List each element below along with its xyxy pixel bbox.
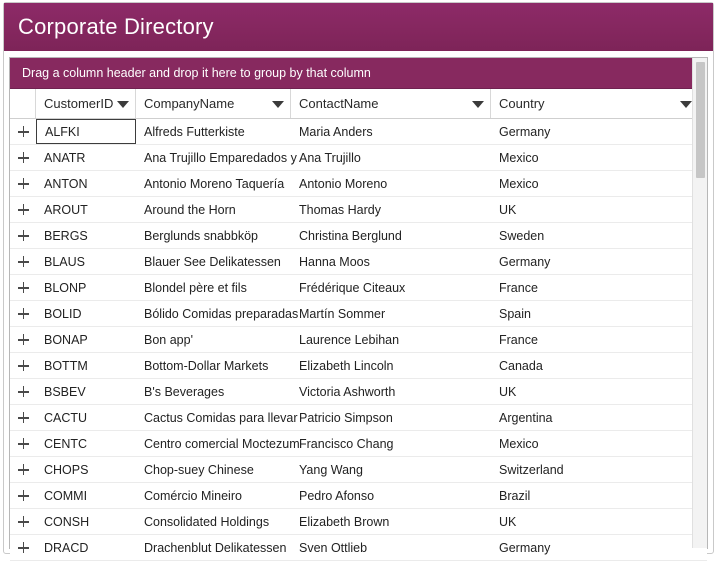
cell-companyname[interactable]: Bottom-Dollar Markets — [144, 358, 269, 373]
table-row[interactable] — [10, 509, 707, 535]
plus-icon — [18, 256, 29, 267]
table-row[interactable] — [10, 457, 707, 483]
cell-companyname[interactable]: Centro comercial Moctezum — [144, 436, 300, 451]
cell-companyname[interactable]: Ana Trujillo Emparedados y — [144, 150, 297, 165]
plus-icon — [18, 386, 29, 397]
row-expand-button[interactable] — [10, 301, 36, 326]
filter-icon[interactable] — [472, 98, 484, 110]
cell-contactname[interactable]: Antonio Moreno — [299, 176, 388, 191]
title-bar — [4, 3, 713, 51]
plus-icon — [18, 334, 29, 345]
group-by-panel[interactable] — [10, 58, 707, 89]
cell-customerid[interactable]: AROUT — [44, 202, 88, 217]
table-row[interactable] — [10, 405, 707, 431]
cell-contactname[interactable]: Victoria Ashworth — [299, 384, 396, 399]
cell-customerid[interactable]: CENTC — [44, 436, 88, 451]
cell-customerid[interactable]: ALFKI — [36, 119, 136, 144]
column-header-companyname-label: CompanyName — [144, 96, 235, 111]
row-expand-button[interactable] — [10, 249, 36, 274]
table-row[interactable] — [10, 249, 707, 275]
cell-contactname[interactable]: Thomas Hardy — [299, 202, 381, 217]
cell-companyname[interactable]: Berglunds snabbköp — [144, 228, 258, 243]
cell-country[interactable]: UK — [499, 384, 517, 399]
table-row[interactable] — [10, 379, 707, 405]
cell-companyname[interactable]: Around the Horn — [144, 202, 236, 217]
cell-customerid[interactable]: CACTU — [44, 410, 88, 425]
column-header-customerid-label: CustomerID — [44, 96, 114, 111]
table-row[interactable] — [10, 431, 707, 457]
row-expand-button[interactable] — [10, 483, 36, 508]
cell-country[interactable]: Sweden — [499, 228, 545, 243]
cell-country[interactable]: UK — [499, 514, 517, 529]
cell-country[interactable]: France — [499, 280, 538, 295]
cell-customerid[interactable]: CHOPS — [44, 462, 89, 477]
cell-customerid[interactable]: BLAUS — [44, 254, 85, 269]
cell-companyname[interactable]: Alfreds Futterkiste — [144, 124, 245, 139]
plus-icon — [18, 360, 29, 371]
cell-companyname[interactable]: Comércio Mineiro — [144, 488, 242, 503]
grid-rows-area — [10, 119, 707, 555]
cell-contactname[interactable]: Ana Trujillo — [299, 150, 361, 165]
cell-country[interactable]: Argentina — [499, 410, 553, 425]
cell-contactname[interactable]: Christina Berglund — [299, 228, 402, 243]
plus-icon — [18, 542, 29, 553]
filter-icon[interactable] — [117, 98, 129, 110]
plus-icon — [18, 412, 29, 423]
grid-header-row — [10, 89, 707, 119]
table-row[interactable] — [10, 145, 707, 171]
cell-country[interactable]: Canada — [499, 358, 543, 373]
cell-customerid[interactable]: CONSH — [44, 514, 90, 529]
cell-contactname[interactable]: Elizabeth Brown — [299, 514, 390, 529]
cell-contactname[interactable]: Frédérique Citeaux — [299, 280, 406, 295]
table-row[interactable] — [10, 197, 707, 223]
row-expand-button[interactable] — [10, 327, 36, 352]
row-expand-button[interactable] — [10, 275, 36, 300]
row-expand-button[interactable] — [10, 145, 36, 170]
cell-contactname[interactable]: Maria Anders — [299, 124, 373, 139]
cell-country[interactable]: Mexico — [499, 176, 539, 191]
plus-icon — [18, 178, 29, 189]
cell-country[interactable]: Mexico — [499, 150, 539, 165]
plus-icon — [18, 152, 29, 163]
cell-companyname[interactable]: Chop-suey Chinese — [144, 462, 254, 477]
cell-country[interactable]: Brazil — [499, 488, 531, 503]
cell-companyname[interactable]: Drachenblut Delikatessen — [144, 540, 287, 555]
cell-companyname[interactable]: Antonio Moreno Taquería — [144, 176, 285, 191]
cell-contactname[interactable]: Pedro Afonso — [299, 488, 375, 503]
group-by-hint-text: Drag a column header and drop it here to group by that column — [22, 66, 371, 80]
cell-customerid[interactable]: BERGS — [44, 228, 88, 243]
cell-customerid[interactable]: BONAP — [44, 332, 88, 347]
cell-customerid[interactable]: ANTON — [44, 176, 88, 191]
row-expand-button[interactable] — [10, 509, 36, 534]
plus-icon — [18, 126, 29, 137]
table-row[interactable] — [10, 353, 707, 379]
row-expand-button[interactable] — [10, 171, 36, 196]
row-expand-button[interactable] — [10, 431, 36, 456]
row-expand-button[interactable] — [10, 223, 36, 248]
cell-customerid[interactable]: BOTTM — [44, 358, 88, 373]
row-expand-button[interactable] — [10, 119, 36, 144]
table-row[interactable] — [10, 119, 707, 145]
plus-icon — [18, 464, 29, 475]
cell-customerid[interactable]: ANATR — [44, 150, 86, 165]
table-row[interactable] — [10, 301, 707, 327]
cell-country[interactable]: Spain — [499, 306, 531, 321]
cell-contactname[interactable]: Yang Wang — [299, 462, 363, 477]
cell-contactname[interactable]: Hanna Moos — [299, 254, 370, 269]
column-header-customerid[interactable] — [36, 89, 136, 118]
column-header-country-label: Country — [499, 96, 545, 111]
cell-contactname[interactable]: Sven Ottlieb — [299, 540, 368, 555]
row-expand-button[interactable] — [10, 353, 36, 378]
cell-companyname[interactable]: Consolidated Holdings — [144, 514, 270, 529]
cell-companyname[interactable]: Cactus Comidas para llevar — [144, 410, 298, 425]
page-title: Corporate Directory — [18, 14, 214, 39]
cell-contactname[interactable]: Patricio Simpson — [299, 410, 393, 425]
cell-country[interactable]: UK — [499, 202, 517, 217]
row-expand-button[interactable] — [10, 379, 36, 404]
table-row[interactable] — [10, 223, 707, 249]
cell-companyname[interactable]: Bólido Comidas preparadas — [144, 306, 299, 321]
column-header-contactname[interactable] — [291, 89, 491, 118]
cell-companyname[interactable]: Blondel père et fils — [144, 280, 247, 295]
plus-icon — [18, 204, 29, 215]
cell-customerid[interactable]: BSBEV — [44, 384, 86, 399]
data-grid — [9, 57, 708, 555]
row-expand-button[interactable] — [10, 535, 36, 560]
column-header-expand — [10, 89, 36, 118]
table-row[interactable] — [10, 275, 707, 301]
column-header-contactname-label: ContactName — [299, 96, 379, 111]
cell-contactname[interactable]: Laurence Lebihan — [299, 332, 400, 347]
cell-customerid[interactable]: BOLID — [44, 306, 82, 321]
cell-country[interactable]: Mexico — [499, 436, 539, 451]
cell-customerid[interactable]: BLONP — [44, 280, 87, 295]
cell-companyname[interactable]: B's Beverages — [144, 384, 225, 399]
plus-icon — [18, 282, 29, 293]
cell-companyname[interactable]: Blauer See Delikatessen — [144, 254, 281, 269]
cell-contactname[interactable]: Martín Sommer — [299, 306, 386, 321]
table-row[interactable] — [10, 483, 707, 509]
cell-country[interactable]: France — [499, 332, 538, 347]
column-header-companyname[interactable] — [136, 89, 291, 118]
table-row[interactable] — [10, 535, 707, 561]
application-window — [3, 2, 714, 554]
table-row[interactable] — [10, 171, 707, 197]
cell-companyname[interactable]: Bon app' — [144, 332, 193, 347]
row-expand-button[interactable] — [10, 457, 36, 482]
table-row[interactable] — [10, 327, 707, 353]
plus-icon — [18, 308, 29, 319]
row-expand-button[interactable] — [10, 405, 36, 430]
plus-icon — [18, 516, 29, 527]
cell-country[interactable]: Germany — [499, 540, 551, 555]
cell-customerid[interactable]: COMMI — [44, 488, 88, 503]
cell-customerid[interactable]: DRACD — [44, 540, 89, 555]
filter-icon[interactable] — [680, 98, 692, 110]
row-expand-button[interactable] — [10, 197, 36, 222]
cell-country[interactable]: Germany — [499, 124, 551, 139]
cell-contactname[interactable]: Elizabeth Lincoln — [299, 358, 394, 373]
vertical-scrollbar[interactable] — [692, 58, 707, 548]
plus-icon — [18, 438, 29, 449]
cell-country[interactable]: Switzerland — [499, 462, 564, 477]
filter-icon[interactable] — [272, 98, 284, 110]
cell-country[interactable]: Germany — [499, 254, 551, 269]
column-header-country[interactable] — [491, 89, 699, 118]
cell-contactname[interactable]: Francisco Chang — [299, 436, 394, 451]
plus-icon — [18, 230, 29, 241]
vertical-scrollbar-thumb[interactable] — [696, 62, 705, 178]
plus-icon — [18, 490, 29, 501]
